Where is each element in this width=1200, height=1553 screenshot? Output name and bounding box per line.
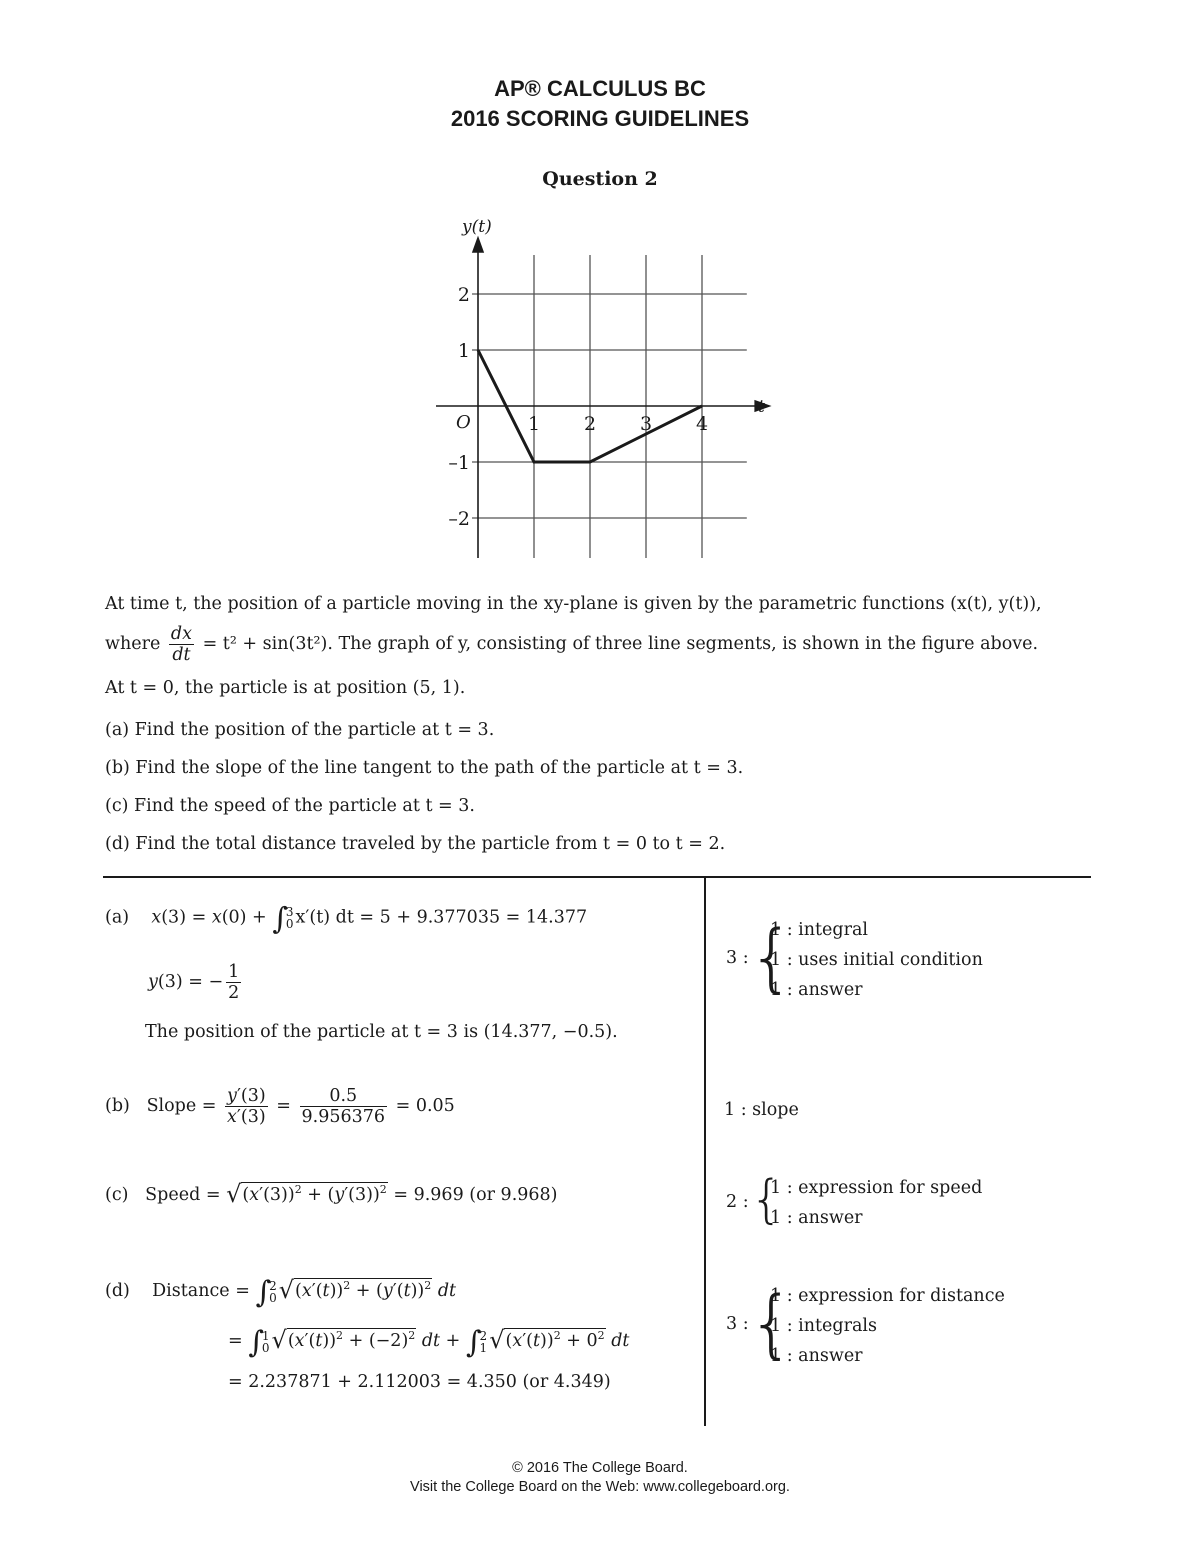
footer-copyright: © 2016 The College Board. [512, 1460, 688, 1476]
x-tick-label: 2 [584, 413, 597, 435]
y-tick-label: 2 [457, 284, 470, 306]
y-tick-label: –1 [448, 452, 470, 474]
rubric-a-items: 1 : integral 1 : uses initial condition 1 : answer [770, 920, 983, 1000]
vertical-divider [704, 876, 706, 1426]
problem-line-1: At time t, the position of a particle moving in the xy-plane is given by the parametric functions (x(t), y(t)), [105, 594, 1042, 614]
question-heading: Question 2 [542, 168, 658, 190]
footer-website: Visit the College Board on the Web: www.collegeboard.org. [410, 1479, 790, 1495]
part-b-prompt: (b) Find the slope of the line tangent to the path of the particle at t = 3. [105, 758, 744, 778]
solution-d-line-3: = 2.237871 + 2.112003 = 4.350 (or 4.349) [228, 1372, 611, 1392]
x-tick-label: 4 [696, 413, 709, 435]
part-a-prompt: (a) Find the position of the particle at t = 3. [105, 720, 495, 740]
problem-line-3: At t = 0, the particle is at position (5, 1). [105, 678, 466, 698]
part-c-prompt: (c) Find the speed of the particle at t = 3. [105, 796, 475, 816]
solution-a-line-1: (a) x(3) = x(0) + ∫ 3 0 x′(t) dt = 5 + 9.377035 = 14.377 [105, 901, 588, 937]
horizontal-divider [103, 876, 1091, 878]
solution-d-line-2: = ∫ 1 0 $√(x'(t))^2 + (-2)^2$ dt + ∫ 2 1 $√(x'(t))^2 + 0^2$ dt [228, 1325, 630, 1360]
rubric-b-item: 1 : slope [724, 1100, 799, 1120]
y-axis-label: y(t) [462, 217, 492, 237]
x-tick-label: 3 [640, 413, 653, 435]
solution-d-line-1: (d) Distance = ∫ 2 0 $√(x'(t))^2 + (y'(t))^2$ dt [105, 1275, 457, 1310]
solution-b: (b) Slope = $\frac{y'(3)}{x'(3)}$ = $\frac{0.5}{9.956376}$ = 0.05 [105, 1086, 455, 1128]
rubric-a-points: 3 : [726, 948, 749, 968]
y-tick-label: –2 [448, 508, 470, 530]
origin-label: O [456, 412, 471, 433]
solution-a-line-3: The position of the particle at t = 3 is (14.377, −0.5). [145, 1022, 618, 1042]
x-axis-label: t [758, 397, 765, 417]
dx-dt-fraction: $\frac{dx}{dt}$ [170, 624, 192, 666]
rubric-d-points: 3 : [726, 1314, 749, 1334]
document-title: AP® CALCULUS BC [494, 76, 706, 101]
solution-a-line-2: y(3) = − $\frac{1}{2}$ [148, 962, 240, 1004]
part-d-prompt: (d) Find the total distance traveled by the particle from t = 0 to t = 2. [105, 834, 726, 854]
y-axis-arrow [473, 238, 483, 252]
rubric-c-points: 2 : [726, 1192, 749, 1212]
rubric-c-items: 1 : expression for speed 1 : answer [770, 1178, 983, 1228]
x-tick-label: 1 [528, 413, 541, 435]
solution-c: (c) Speed = $√(x'(3))^2 + (y'(3))^2 = 9.969$ (or 9.968) [105, 1180, 558, 1208]
document-subtitle: 2016 SCORING GUIDELINES [450, 106, 750, 131]
graph-y-of-t [420, 210, 780, 565]
problem-line-2: where $\frac{dx}{dt}$ = t² + sin(3t²). The graph of y, consisting of three line segments, is shown in the figure above. [105, 624, 1039, 666]
rubric-d-items: 1 : expression for distance 1 : integrals 1 : answer [770, 1286, 1005, 1366]
y-tick-label: 1 [457, 340, 470, 362]
